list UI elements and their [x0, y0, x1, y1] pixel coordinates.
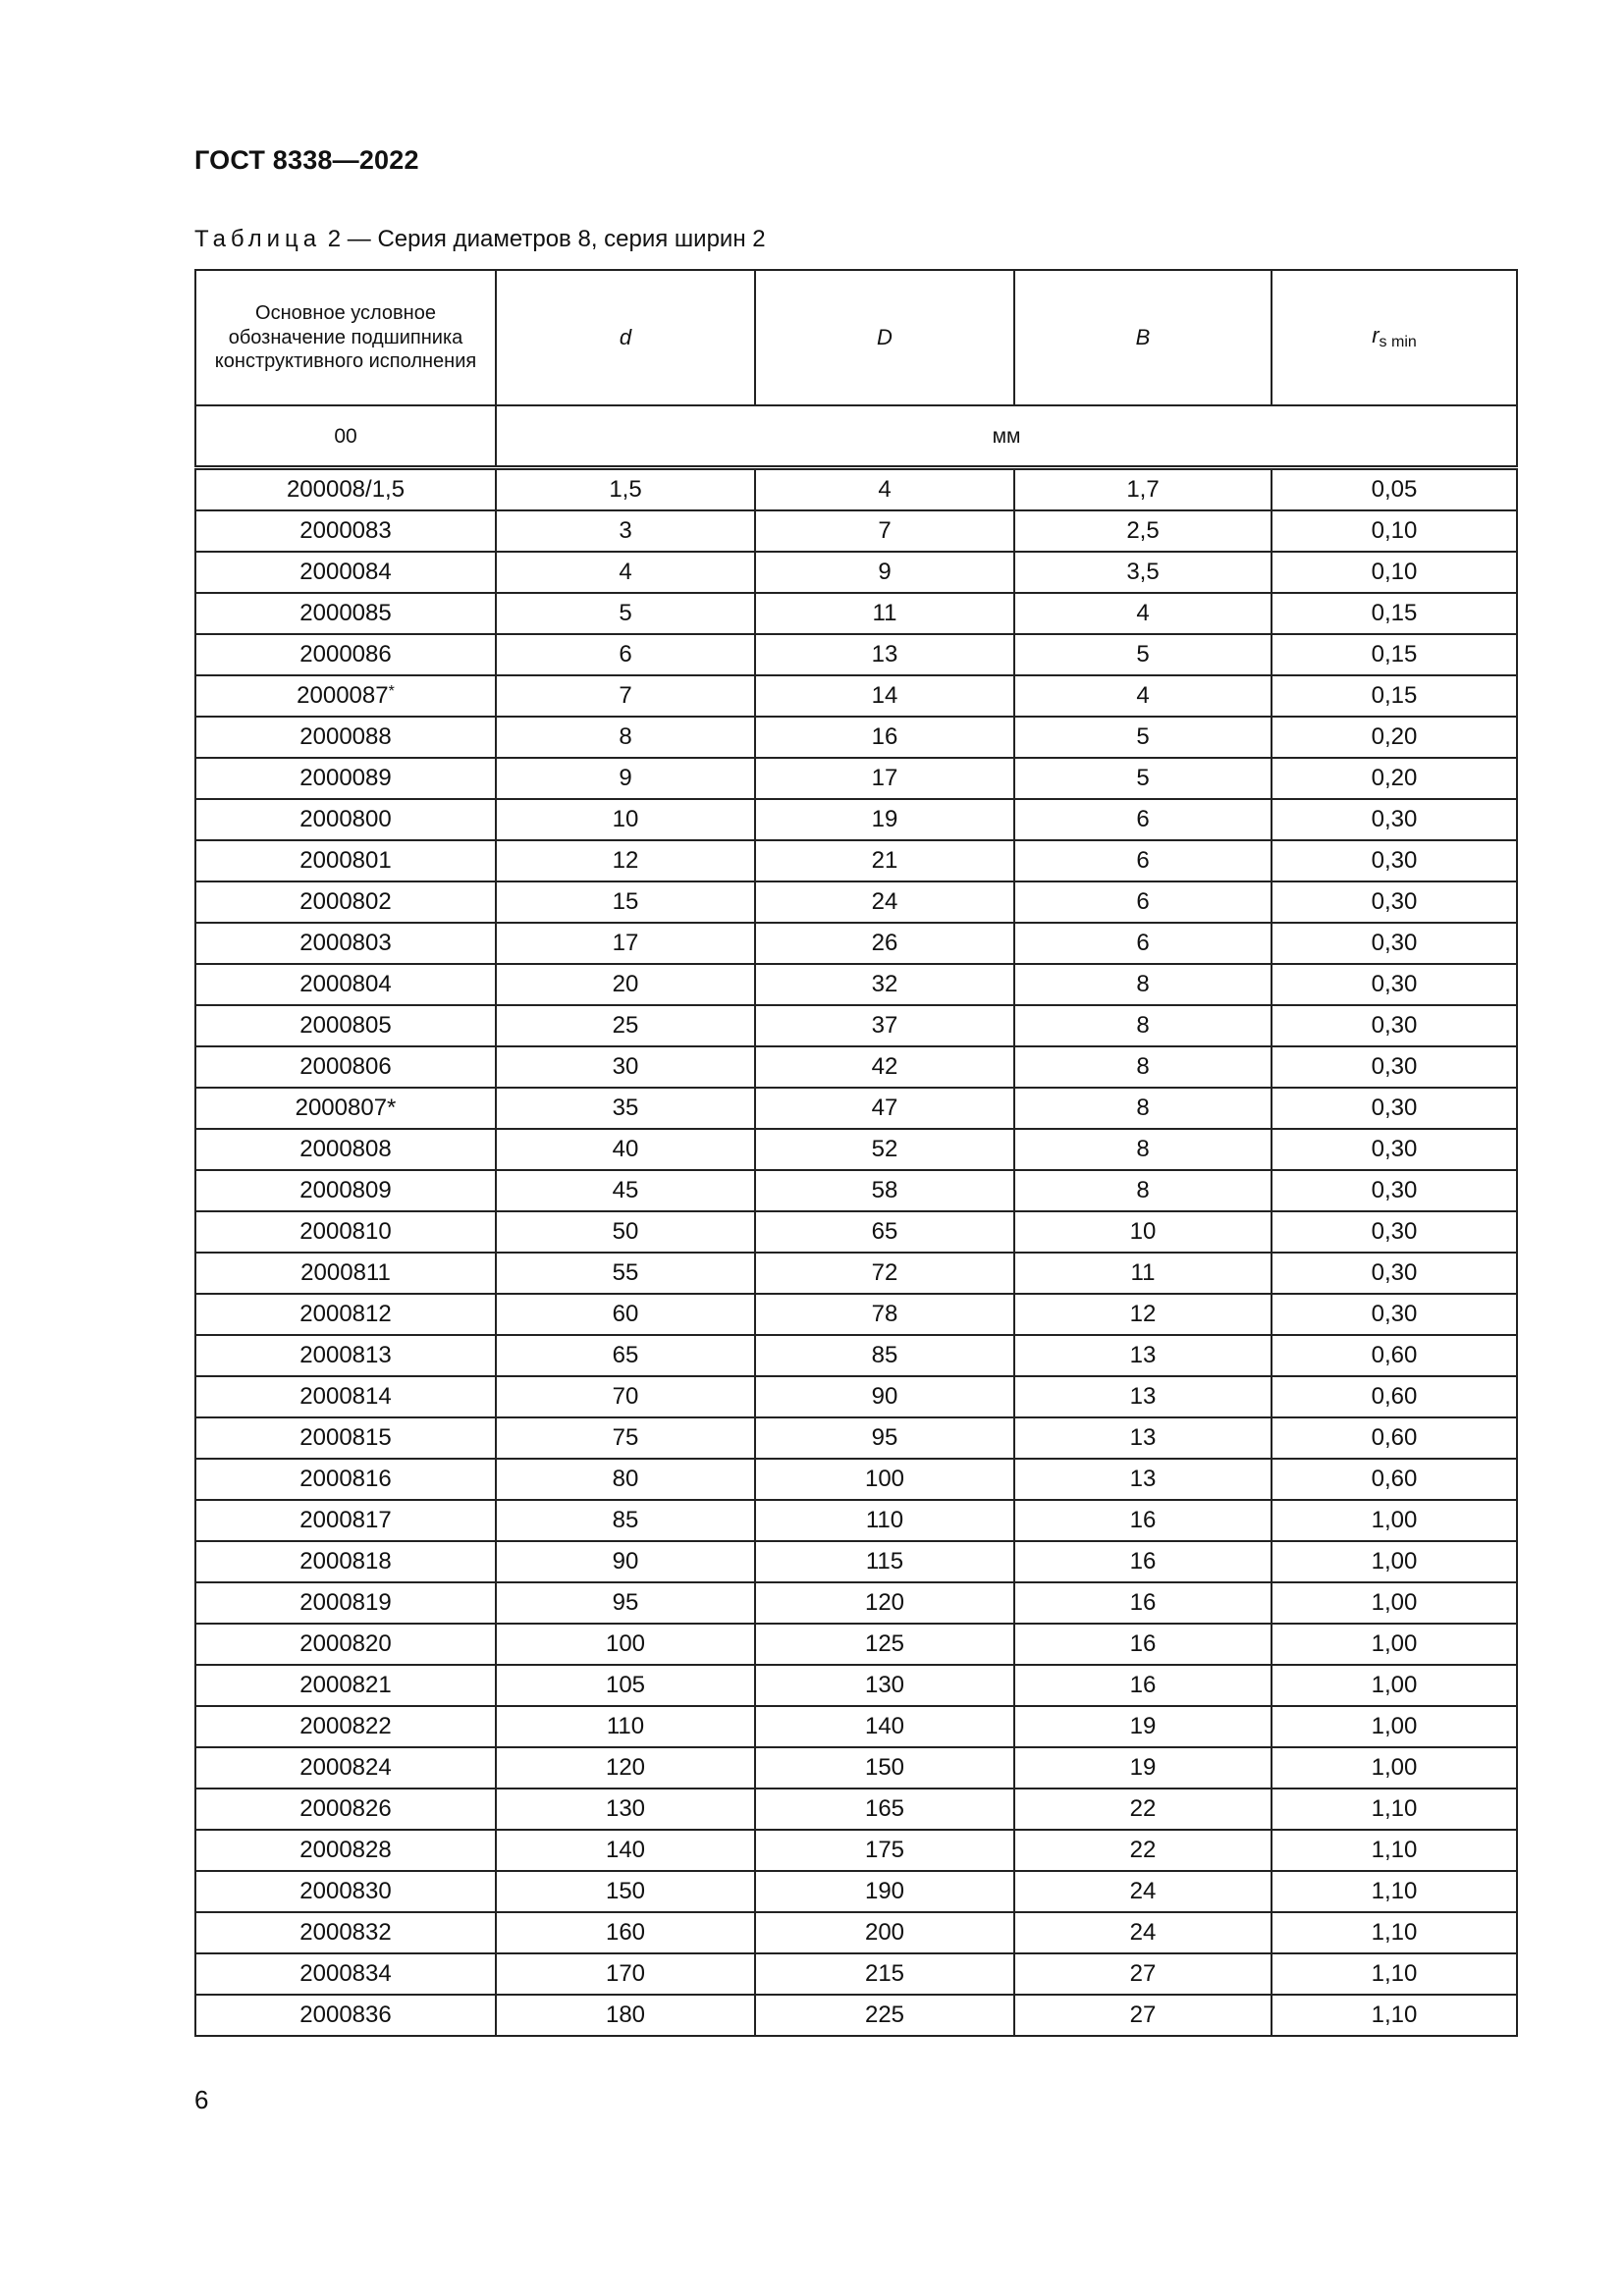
table-row	[195, 634, 1517, 675]
cell-d: 35	[496, 1088, 755, 1129]
cell-B: 5	[1014, 717, 1272, 758]
cell-r-s-min: 0,60	[1272, 1376, 1517, 1417]
cell-designation: 2000804	[195, 964, 496, 1005]
header-r-subscript: s min	[1379, 334, 1417, 351]
cell-r-s-min: 0,30	[1272, 1253, 1517, 1294]
cell-r-s-min: 0,05	[1272, 468, 1517, 511]
cell-D: 65	[755, 1211, 1014, 1253]
cell-d: 170	[496, 1953, 755, 1995]
cell-B: 6	[1014, 840, 1272, 881]
cell-designation: 2000810	[195, 1211, 496, 1253]
cell-B: 4	[1014, 675, 1272, 717]
cell-designation: 2000807*	[195, 1088, 496, 1129]
cell-d: 160	[496, 1912, 755, 1953]
cell-D: 58	[755, 1170, 1014, 1211]
cell-D: 140	[755, 1706, 1014, 1747]
units-row	[195, 405, 1517, 468]
cell-D: 52	[755, 1129, 1014, 1170]
table-row	[195, 1995, 1517, 2036]
cell-D: 110	[755, 1500, 1014, 1541]
cell-designation: 2000085	[195, 593, 496, 634]
cell-designation: 2000821	[195, 1665, 496, 1706]
table-caption	[194, 226, 766, 253]
cell-B: 6	[1014, 923, 1272, 964]
cell-designation: 2000805	[195, 1005, 496, 1046]
document-title: ГОСТ 8338—2022	[194, 145, 419, 175]
cell-d: 7	[496, 675, 755, 717]
table-row	[195, 881, 1517, 923]
cell-designation: 2000812	[195, 1294, 496, 1335]
cell-r-s-min: 1,00	[1272, 1500, 1517, 1541]
cell-B: 13	[1014, 1376, 1272, 1417]
cell-D: 115	[755, 1541, 1014, 1582]
cell-B: 13	[1014, 1335, 1272, 1376]
cell-designation: 2000086	[195, 634, 496, 675]
cell-r-s-min: 0,15	[1272, 675, 1517, 717]
cell-designation: 2000083	[195, 510, 496, 552]
table-row	[195, 1170, 1517, 1211]
table-caption-text: 2 — Серия диаметров 8, серия ширин 2	[321, 226, 766, 252]
cell-designation: 2000813	[195, 1335, 496, 1376]
cell-designation: 2000088	[195, 717, 496, 758]
cell-designation: 2000815	[195, 1417, 496, 1459]
cell-B: 8	[1014, 1088, 1272, 1129]
cell-designation: 2000834	[195, 1953, 496, 1995]
cell-d: 12	[496, 840, 755, 881]
cell-d: 70	[496, 1376, 755, 1417]
cell-r-s-min: 1,10	[1272, 1953, 1517, 1995]
cell-D: 85	[755, 1335, 1014, 1376]
cell-d: 55	[496, 1253, 755, 1294]
cell-designation: 2000800	[195, 799, 496, 840]
table-row	[195, 1665, 1517, 1706]
table-row	[195, 1459, 1517, 1500]
cell-r-s-min: 0,30	[1272, 1170, 1517, 1211]
table-row	[195, 1830, 1517, 1871]
cell-r-s-min: 0,20	[1272, 717, 1517, 758]
cell-designation: 2000826	[195, 1789, 496, 1830]
cell-D: 37	[755, 1005, 1014, 1046]
units-cell: мм	[496, 405, 1517, 468]
cell-D: 11	[755, 593, 1014, 634]
table-row	[195, 1582, 1517, 1624]
cell-designation: 2000830	[195, 1871, 496, 1912]
design-code-cell: 00	[195, 405, 496, 468]
header-B: B	[1014, 270, 1272, 405]
cell-d: 40	[496, 1129, 755, 1170]
cell-designation: 2000808	[195, 1129, 496, 1170]
cell-r-s-min: 0,15	[1272, 593, 1517, 634]
cell-d: 10	[496, 799, 755, 840]
cell-D: 7	[755, 510, 1014, 552]
table-row	[195, 1335, 1517, 1376]
cell-r-s-min: 0,30	[1272, 1294, 1517, 1335]
cell-D: 42	[755, 1046, 1014, 1088]
cell-r-s-min: 0,20	[1272, 758, 1517, 799]
table-row	[195, 468, 1517, 511]
cell-B: 19	[1014, 1747, 1272, 1789]
cell-D: 200	[755, 1912, 1014, 1953]
cell-d: 80	[496, 1459, 755, 1500]
cell-designation: 2000803	[195, 923, 496, 964]
cell-B: 8	[1014, 1129, 1272, 1170]
cell-D: 9	[755, 552, 1014, 593]
cell-B: 10	[1014, 1211, 1272, 1253]
cell-D: 19	[755, 799, 1014, 840]
cell-designation: 2000801	[195, 840, 496, 881]
cell-r-s-min: 0,30	[1272, 964, 1517, 1005]
cell-D: 225	[755, 1995, 1014, 2036]
table-header-row	[195, 270, 1517, 405]
cell-D: 14	[755, 675, 1014, 717]
cell-B: 16	[1014, 1665, 1272, 1706]
cell-r-s-min: 0,10	[1272, 510, 1517, 552]
cell-D: 13	[755, 634, 1014, 675]
cell-designation: 200008/1,5	[195, 468, 496, 511]
table-row	[195, 552, 1517, 593]
cell-D: 150	[755, 1747, 1014, 1789]
cell-r-s-min: 1,00	[1272, 1582, 1517, 1624]
cell-r-s-min: 0,30	[1272, 1046, 1517, 1088]
cell-designation: 2000084	[195, 552, 496, 593]
table-row	[195, 1789, 1517, 1830]
table-row	[195, 964, 1517, 1005]
cell-B: 13	[1014, 1459, 1272, 1500]
cell-D: 175	[755, 1830, 1014, 1871]
table-row	[195, 1088, 1517, 1129]
cell-r-s-min: 1,10	[1272, 1830, 1517, 1871]
cell-designation: 2000806	[195, 1046, 496, 1088]
cell-designation: 2000824	[195, 1747, 496, 1789]
cell-r-s-min: 1,10	[1272, 1912, 1517, 1953]
cell-B: 11	[1014, 1253, 1272, 1294]
cell-B: 19	[1014, 1706, 1272, 1747]
cell-D: 24	[755, 881, 1014, 923]
cell-d: 95	[496, 1582, 755, 1624]
cell-B: 16	[1014, 1500, 1272, 1541]
table-row	[195, 510, 1517, 552]
table-row	[195, 1624, 1517, 1665]
table-row	[195, 675, 1517, 717]
cell-D: 100	[755, 1459, 1014, 1500]
cell-D: 215	[755, 1953, 1014, 1995]
cell-B: 8	[1014, 1005, 1272, 1046]
cell-r-s-min: 1,10	[1272, 1871, 1517, 1912]
cell-d: 180	[496, 1995, 755, 2036]
cell-r-s-min: 0,30	[1272, 881, 1517, 923]
table-row	[195, 923, 1517, 964]
cell-B: 6	[1014, 799, 1272, 840]
cell-r-s-min: 0,60	[1272, 1335, 1517, 1376]
cell-B: 4	[1014, 593, 1272, 634]
cell-B: 6	[1014, 881, 1272, 923]
cell-D: 32	[755, 964, 1014, 1005]
cell-designation: 2000828	[195, 1830, 496, 1871]
header-d: d	[496, 270, 755, 405]
cell-d: 75	[496, 1417, 755, 1459]
cell-d: 45	[496, 1170, 755, 1211]
cell-d: 6	[496, 634, 755, 675]
cell-r-s-min: 0,60	[1272, 1417, 1517, 1459]
cell-d: 30	[496, 1046, 755, 1088]
cell-d: 110	[496, 1706, 755, 1747]
table-row	[195, 1500, 1517, 1541]
cell-r-s-min: 0,10	[1272, 552, 1517, 593]
cell-d: 140	[496, 1830, 755, 1871]
header-D: D	[755, 270, 1014, 405]
table-row	[195, 1953, 1517, 1995]
cell-B: 5	[1014, 758, 1272, 799]
cell-B: 27	[1014, 1995, 1272, 2036]
cell-r-s-min: 0,30	[1272, 923, 1517, 964]
cell-D: 17	[755, 758, 1014, 799]
cell-r-s-min: 1,10	[1272, 1789, 1517, 1830]
cell-d: 90	[496, 1541, 755, 1582]
cell-B: 16	[1014, 1541, 1272, 1582]
cell-r-s-min: 1,10	[1272, 1995, 1517, 2036]
cell-d: 50	[496, 1211, 755, 1253]
cell-designation: 2000811	[195, 1253, 496, 1294]
cell-d: 120	[496, 1747, 755, 1789]
cell-r-s-min: 1,00	[1272, 1624, 1517, 1665]
table-row	[195, 1747, 1517, 1789]
cell-designation: 2000819	[195, 1582, 496, 1624]
cell-d: 9	[496, 758, 755, 799]
cell-B: 1,7	[1014, 468, 1272, 511]
header-r-symbol: r	[1372, 323, 1380, 348]
table-caption-label: Таблица	[194, 226, 322, 252]
cell-B: 22	[1014, 1789, 1272, 1830]
cell-d: 17	[496, 923, 755, 964]
cell-B: 2,5	[1014, 510, 1272, 552]
table-row	[195, 717, 1517, 758]
cell-r-s-min: 0,15	[1272, 634, 1517, 675]
cell-D: 47	[755, 1088, 1014, 1129]
cell-B: 5	[1014, 634, 1272, 675]
header-designation: Основное условное обозначение подшипника конструктивного исполнения	[195, 270, 496, 405]
cell-D: 190	[755, 1871, 1014, 1912]
cell-r-s-min: 0,60	[1272, 1459, 1517, 1500]
cell-B: 3,5	[1014, 552, 1272, 593]
table-row	[195, 840, 1517, 881]
cell-B: 16	[1014, 1624, 1272, 1665]
cell-D: 95	[755, 1417, 1014, 1459]
cell-designation: 2000087*	[195, 675, 496, 717]
cell-D: 130	[755, 1665, 1014, 1706]
cell-d: 65	[496, 1335, 755, 1376]
cell-r-s-min: 1,00	[1272, 1665, 1517, 1706]
cell-B: 24	[1014, 1912, 1272, 1953]
table-row	[195, 1706, 1517, 1747]
cell-B: 24	[1014, 1871, 1272, 1912]
table-row	[195, 593, 1517, 634]
cell-r-s-min: 0,30	[1272, 1088, 1517, 1129]
cell-r-s-min: 0,30	[1272, 799, 1517, 840]
cell-designation: 2000817	[195, 1500, 496, 1541]
table-row	[195, 1417, 1517, 1459]
table-row	[195, 1294, 1517, 1335]
table-row	[195, 1211, 1517, 1253]
cell-d: 8	[496, 717, 755, 758]
cell-designation: 2000816	[195, 1459, 496, 1500]
cell-D: 4	[755, 468, 1014, 511]
cell-D: 16	[755, 717, 1014, 758]
cell-r-s-min: 1,00	[1272, 1706, 1517, 1747]
cell-designation: 2000820	[195, 1624, 496, 1665]
cell-D: 78	[755, 1294, 1014, 1335]
cell-B: 8	[1014, 1046, 1272, 1088]
cell-r-s-min: 0,30	[1272, 840, 1517, 881]
cell-r-s-min: 1,00	[1272, 1747, 1517, 1789]
cell-d: 150	[496, 1871, 755, 1912]
cell-B: 8	[1014, 964, 1272, 1005]
cell-d: 5	[496, 593, 755, 634]
cell-D: 90	[755, 1376, 1014, 1417]
cell-r-s-min: 0,30	[1272, 1211, 1517, 1253]
table-row	[195, 1871, 1517, 1912]
table-row	[195, 1376, 1517, 1417]
cell-D: 72	[755, 1253, 1014, 1294]
cell-designation: 2000802	[195, 881, 496, 923]
cell-B: 16	[1014, 1582, 1272, 1624]
cell-designation: 2000822	[195, 1706, 496, 1747]
cell-d: 85	[496, 1500, 755, 1541]
cell-d: 130	[496, 1789, 755, 1830]
cell-B: 13	[1014, 1417, 1272, 1459]
cell-B: 12	[1014, 1294, 1272, 1335]
footnote-marker: *	[388, 683, 395, 700]
cell-D: 120	[755, 1582, 1014, 1624]
table-row	[195, 799, 1517, 840]
header-r-s-min	[1272, 270, 1517, 405]
cell-D: 21	[755, 840, 1014, 881]
table-row	[195, 1005, 1517, 1046]
cell-D: 165	[755, 1789, 1014, 1830]
table-row	[195, 1912, 1517, 1953]
cell-designation: 2000818	[195, 1541, 496, 1582]
bearing-dimensions-table	[194, 269, 1518, 2037]
table-row	[195, 1046, 1517, 1088]
table-row	[195, 1253, 1517, 1294]
cell-designation: 2000814	[195, 1376, 496, 1417]
cell-designation: 2000089	[195, 758, 496, 799]
cell-d: 15	[496, 881, 755, 923]
cell-D: 125	[755, 1624, 1014, 1665]
cell-r-s-min: 0,30	[1272, 1129, 1517, 1170]
cell-d: 25	[496, 1005, 755, 1046]
page-number: 6	[194, 2085, 209, 2114]
cell-designation: 2000809	[195, 1170, 496, 1211]
cell-d: 4	[496, 552, 755, 593]
cell-d: 3	[496, 510, 755, 552]
cell-B: 8	[1014, 1170, 1272, 1211]
cell-d: 60	[496, 1294, 755, 1335]
cell-designation: 2000832	[195, 1912, 496, 1953]
cell-D: 26	[755, 923, 1014, 964]
table-row	[195, 1129, 1517, 1170]
table-row	[195, 1541, 1517, 1582]
cell-r-s-min: 0,30	[1272, 1005, 1517, 1046]
cell-designation: 2000836	[195, 1995, 496, 2036]
cell-B: 22	[1014, 1830, 1272, 1871]
cell-d: 105	[496, 1665, 755, 1706]
cell-d: 1,5	[496, 468, 755, 511]
cell-r-s-min: 1,00	[1272, 1541, 1517, 1582]
cell-B: 27	[1014, 1953, 1272, 1995]
cell-d: 20	[496, 964, 755, 1005]
cell-d: 100	[496, 1624, 755, 1665]
table-row	[195, 758, 1517, 799]
